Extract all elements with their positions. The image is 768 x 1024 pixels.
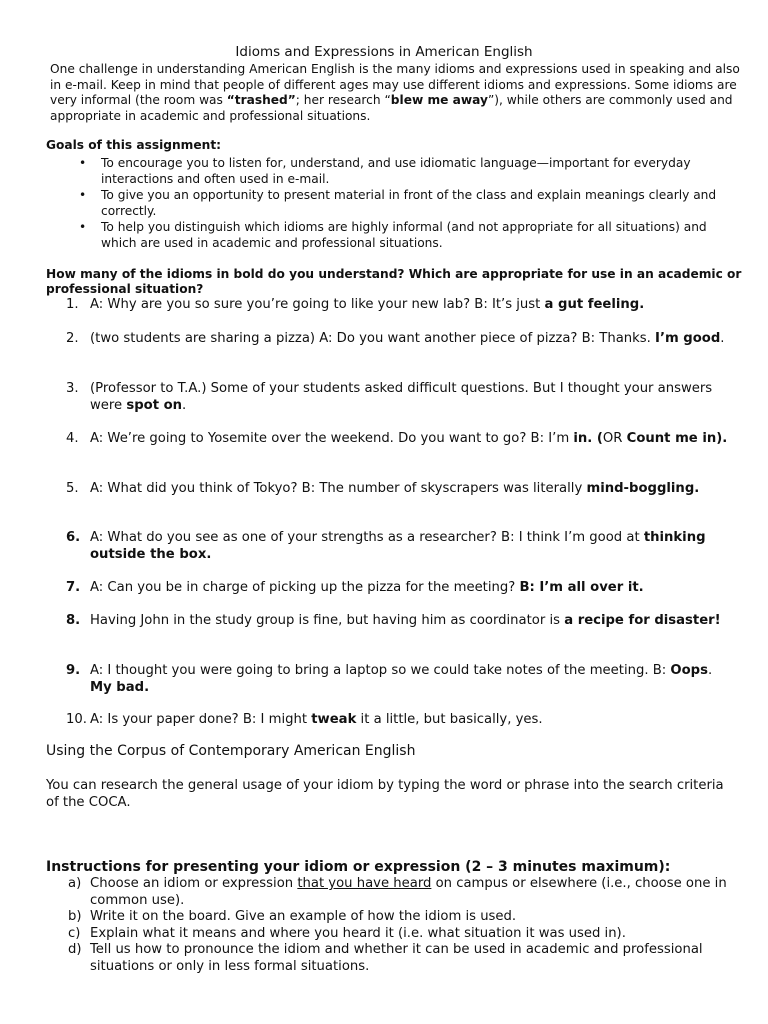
question-text <box>90 711 730 728</box>
instruction-text: Choose an idiom or expression <box>90 876 298 891</box>
bullet-icon: • <box>79 220 87 234</box>
question-text <box>90 529 730 563</box>
goal-text: To help you distinguish which idioms are highly informal (and not appropriate for all situations) and which are used in academic and professional situations. <box>101 220 707 250</box>
question-text <box>90 612 730 629</box>
question-plain: A: I thought you were going to bring a laptop so we could take notes of the meeting. B: <box>90 663 671 678</box>
question-plain: Having John in the study group is fine, but having him as coordinator is <box>90 613 565 628</box>
question-text <box>90 480 730 497</box>
document-title: Idioms and Expressions in American English <box>235 44 533 60</box>
question-item <box>46 662 736 696</box>
intro-paragraph <box>50 62 740 124</box>
question-text <box>90 330 730 347</box>
question-plain: A: Can you be in charge of picking up the pizza for the meeting? <box>90 580 520 595</box>
question-plain: A: What do you see as one of your strengths as a researcher? B: I think I’m good at <box>90 530 644 545</box>
bullet-icon: • <box>79 156 87 170</box>
question-idiom: in. ( <box>573 431 603 446</box>
question-item <box>46 330 736 347</box>
instruction-text: Tell us how to pronounce the idiom and whether it can be used in academic and professional situations or only in less formal situations. <box>90 942 703 974</box>
intro-bold-trashed: “trashed” <box>226 93 296 107</box>
question-plain: A: We’re going to Yosemite over the weekend. Do you want to go? B: I’m <box>90 431 574 446</box>
question-idiom: Count me in). <box>626 431 728 446</box>
instruction-label: d) <box>68 942 82 957</box>
question-number: 8. <box>66 613 81 628</box>
instruction-text: on campus or elsewhere (i.e., choose one in common use). <box>90 876 727 908</box>
instruction-item <box>46 909 736 926</box>
question-plain: OR <box>602 431 627 446</box>
question-idiom: spot on <box>126 398 183 413</box>
question-idiom: Oops <box>670 663 708 678</box>
instruction-label: b) <box>68 909 82 924</box>
question-idiom: I’m good <box>655 331 721 346</box>
question-item <box>46 430 736 447</box>
question-plain: A: What did you think of Tokyo? B: The number of skyscrapers was literally <box>90 481 587 496</box>
instruction-text: Write it on the board. Give an example of how the idiom is used. <box>90 909 517 924</box>
goals-list <box>46 155 736 251</box>
corpus-heading: Using the Corpus of Contemporary American English <box>46 743 416 759</box>
question-idiom: My bad. <box>90 680 150 695</box>
question-idiom: mind-boggling. <box>586 481 700 496</box>
question-item <box>46 579 736 596</box>
question-plain: . <box>720 331 725 346</box>
question-number: 1. <box>66 297 79 312</box>
instruction-item <box>46 926 736 943</box>
question-text <box>90 662 730 696</box>
goal-text: To encourage you to listen for, understand, and use idiomatic language—important for everyday interactions and often used in e-mail. <box>101 156 691 186</box>
instruction-underlined: that you have heard <box>297 876 432 891</box>
instructions-list <box>46 876 736 975</box>
question-idiom: tweak <box>311 712 357 727</box>
instruction-text: Explain what it means and where you heard it (i.e. what situation it was used in). <box>90 925 626 941</box>
question-text <box>90 380 730 414</box>
question-text <box>90 430 730 447</box>
instruction-item <box>46 876 736 909</box>
question-idiom: a recipe for disaster! <box>564 613 721 628</box>
question-number: 4. <box>66 431 79 446</box>
question-plain: (two students are sharing a pizza) A: Do you want another piece of pizza? B: Thanks. <box>90 331 656 346</box>
question-item <box>46 480 736 497</box>
intro-text-3: ”), while others are commonly used and appropriate in academic and professional situations. <box>50 93 733 123</box>
question-number: 3. <box>66 381 79 396</box>
question-idiom: thinking outside the box. <box>90 530 706 562</box>
question-item <box>46 296 736 313</box>
corpus-paragraph: You can research the general usage of your idiom by typing the word or phrase into the search criteria of the COCA. <box>46 778 724 810</box>
question-plain: A: Why are you so sure you’re going to like your new lab? B: It’s just <box>90 297 545 312</box>
question-idiom: a gut feeling. <box>544 297 645 312</box>
goal-item <box>46 187 736 219</box>
question-text <box>90 579 730 596</box>
instruction-label: c) <box>68 925 81 941</box>
question-number: 9. <box>66 663 81 678</box>
question-text <box>90 296 730 313</box>
goals-heading: Goals of this assignment: <box>46 138 222 152</box>
question-idiom: B: I’m all over it. <box>519 580 644 595</box>
question-plain: . <box>707 663 713 678</box>
question-number: 10. <box>66 712 87 727</box>
intro-bold-blew-me-away: blew me away <box>390 93 488 107</box>
intro-text-1: One challenge in understanding American English is the many idioms and expressions used in speaking and also in e-mail. Keep in mind that people of different ages may use different idioms and expressions. Some idioms are very informal (the room was <box>50 62 740 107</box>
intro-text-2: ; her research “ <box>295 93 391 107</box>
goal-item <box>46 219 736 251</box>
question-item <box>46 529 736 563</box>
question-number: 2. <box>66 331 79 346</box>
question-number: 5. <box>66 481 79 496</box>
goal-text: To give you an opportunity to present material in front of the class and explain meanings clearly and correctly. <box>101 188 717 218</box>
questions-heading: How many of the idioms in bold do you understand? Which are appropriate for use in an academic or professional situation? <box>46 267 742 296</box>
question-number: 6. <box>66 530 81 545</box>
question-number: 7. <box>66 580 81 595</box>
bullet-icon: • <box>79 188 87 202</box>
instruction-label: a) <box>68 876 82 891</box>
question-plain: A: Is your paper done? B: I might <box>90 712 312 727</box>
instructions-heading: Instructions for presenting your idiom or expression (2 – 3 minutes maximum): <box>46 859 671 875</box>
instruction-item <box>46 942 736 975</box>
question-plain: it a little, but basically, yes. <box>356 712 543 727</box>
question-item <box>46 380 736 414</box>
question-item <box>46 612 736 629</box>
goal-item <box>46 155 736 187</box>
question-item <box>46 711 736 728</box>
question-plain: (Professor to T.A.) Some of your students asked difficult questions. But I thought your answers were <box>90 381 713 413</box>
question-plain: . <box>182 398 187 413</box>
